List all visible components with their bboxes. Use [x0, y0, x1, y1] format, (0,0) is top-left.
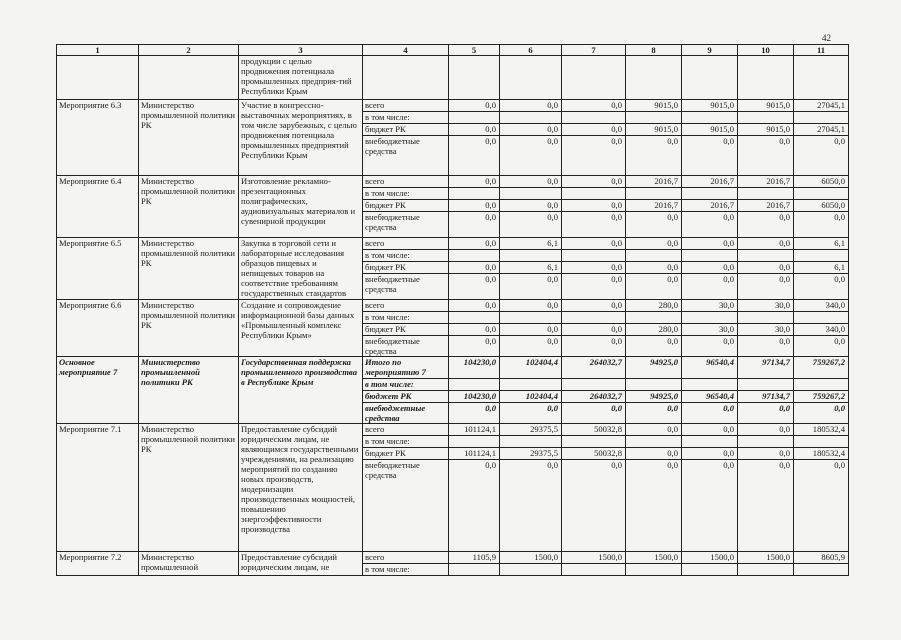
value-cell: 0,0 [682, 238, 738, 250]
col-header: 5 [449, 45, 500, 56]
value-cell: 0,0 [449, 274, 500, 300]
value-cell: 27045,1 [794, 124, 849, 136]
measure-org: Министерство промышленной политики РК [139, 238, 239, 300]
col-header: 4 [363, 45, 449, 56]
label-incl: в том числе: [363, 436, 449, 448]
measure-org: Министерство промышленной политики РК [139, 100, 239, 176]
value-cell: 0,0 [500, 176, 562, 188]
value-cell: 101124,1 [449, 424, 500, 436]
value-cell: 0,0 [682, 274, 738, 300]
value-cell: 340,0 [794, 300, 849, 312]
value-cell: 0,0 [562, 176, 626, 188]
value-cell: 8605,9 [794, 552, 849, 564]
label-total: всего [363, 552, 449, 564]
measure-description: Предоставление субсидий юридическим лицам, не являющимся государственными учреждениями, на реализацию мероприятий по созданию новых производств, модернизации производственных мощностей, повышению энергоэффективности производства [239, 424, 363, 552]
label-budget: бюджет РК [363, 391, 449, 403]
label-extra: внебюджетные средства [363, 136, 449, 176]
value-cell: 6050,0 [794, 200, 849, 212]
value-cell: 0,0 [449, 460, 500, 552]
measure-row-total [57, 552, 849, 564]
value-cell: 30,0 [738, 300, 794, 312]
value-cell: 280,0 [626, 324, 682, 336]
value-cell: 0,0 [562, 136, 626, 176]
value-cell: 0,0 [738, 136, 794, 176]
value-cell: 0,0 [682, 336, 738, 357]
value-cell: 0,0 [626, 262, 682, 274]
value-cell: 0,0 [794, 403, 849, 424]
value-cell: 0,0 [738, 238, 794, 250]
label-budget: бюджет РК [363, 448, 449, 460]
value-cell: 0,0 [738, 460, 794, 552]
value-cell: 0,0 [626, 403, 682, 424]
main-measure-row-total [57, 357, 849, 379]
measure-org: Министерство промышленной политики РК [139, 357, 239, 424]
value-cell: 0,0 [682, 448, 738, 460]
value-cell: 104230,0 [449, 391, 500, 403]
label-total: всего [363, 300, 449, 312]
value-cell: 2016,7 [738, 200, 794, 212]
value-cell: 0,0 [794, 336, 849, 357]
value-cell: 0,0 [626, 238, 682, 250]
value-cell: 0,0 [682, 262, 738, 274]
label-incl: в том числе: [363, 379, 449, 391]
value-cell: 0,0 [626, 424, 682, 436]
value-cell: 6050,0 [794, 176, 849, 188]
measure-name: Мероприятие 6.4 [57, 176, 139, 238]
value-cell: 0,0 [682, 403, 738, 424]
header-row [57, 45, 849, 56]
continuation-row [57, 56, 849, 100]
value-cell: 0,0 [449, 100, 500, 112]
value-cell: 0,0 [449, 262, 500, 274]
value-cell: 0,0 [449, 324, 500, 336]
value-cell: 0,0 [449, 336, 500, 357]
measure-name: Основное мероприятие 7 [57, 357, 139, 424]
value-cell: 0,0 [626, 136, 682, 176]
page-number: 42 [822, 33, 831, 43]
value-cell: 0,0 [500, 403, 562, 424]
value-cell: 0,0 [500, 136, 562, 176]
label-extra: внебюджетные средства [363, 274, 449, 300]
value-cell: 0,0 [449, 200, 500, 212]
value-cell: 0,0 [794, 136, 849, 176]
value-cell: 1500,0 [500, 552, 562, 564]
value-cell: 0,0 [682, 424, 738, 436]
value-cell: 9015,0 [626, 100, 682, 112]
value-cell: 0,0 [449, 403, 500, 424]
col-header: 7 [562, 45, 626, 56]
value-cell: 0,0 [626, 460, 682, 552]
value-cell: 30,0 [738, 324, 794, 336]
label-incl: в том числе: [363, 112, 449, 124]
col-header: 1 [57, 45, 139, 56]
value-cell: 0,0 [500, 274, 562, 300]
value-cell: 0,0 [794, 460, 849, 552]
value-cell: 0,0 [562, 336, 626, 357]
value-cell: 0,0 [626, 336, 682, 357]
value-cell: 29375,5 [500, 424, 562, 436]
measure-name: Мероприятие 6.5 [57, 238, 139, 300]
value-cell: 0,0 [562, 100, 626, 112]
value-cell: 0,0 [738, 403, 794, 424]
value-cell: 180532,4 [794, 424, 849, 436]
value-cell: 0,0 [794, 212, 849, 238]
measure-row-total [57, 176, 849, 188]
label-incl: в том числе: [363, 312, 449, 324]
measure-org: Министерство промышленной [139, 552, 239, 576]
value-cell: 2016,7 [738, 176, 794, 188]
value-cell: 264032,7 [562, 391, 626, 403]
value-cell: 0,0 [626, 274, 682, 300]
measure-description: Предоставление субсидий юридическим лицам, не [239, 552, 363, 576]
value-cell: 9015,0 [626, 124, 682, 136]
value-cell: 102404,4 [500, 357, 562, 379]
value-cell: 0,0 [738, 212, 794, 238]
value-cell: 96540,4 [682, 391, 738, 403]
col-header: 6 [500, 45, 562, 56]
value-cell: 0,0 [738, 336, 794, 357]
value-cell: 94925,0 [626, 357, 682, 379]
value-cell: 0,0 [626, 448, 682, 460]
value-cell: 1500,0 [682, 552, 738, 564]
label-extra: внебюджетные средства [363, 460, 449, 552]
value-cell: 6,1 [500, 238, 562, 250]
value-cell: 1500,0 [562, 552, 626, 564]
measure-description: продукции с целью продвижения потенциала промышленных предприя-тий Республики Крым [239, 56, 363, 100]
label-total: Итого по мероприятию 7 [363, 357, 449, 379]
value-cell: 29375,5 [500, 448, 562, 460]
label-extra: внебюджетные средства [363, 336, 449, 357]
program-table [56, 44, 849, 576]
label-incl: в том числе: [363, 250, 449, 262]
col-header: 3 [239, 45, 363, 56]
label-budget: бюджет РК [363, 262, 449, 274]
value-cell: 0,0 [500, 212, 562, 238]
value-cell: 0,0 [449, 124, 500, 136]
value-cell: 0,0 [562, 460, 626, 552]
value-cell: 96540,4 [682, 357, 738, 379]
value-cell: 0,0 [682, 136, 738, 176]
value-cell: 97134,7 [738, 357, 794, 379]
value-cell: 0,0 [562, 238, 626, 250]
measure-name: Мероприятие 7.1 [57, 424, 139, 552]
value-cell: 2016,7 [626, 200, 682, 212]
value-cell: 6,1 [794, 238, 849, 250]
value-cell: 340,0 [794, 324, 849, 336]
value-cell: 0,0 [794, 274, 849, 300]
measure-name: Мероприятие 7.2 [57, 552, 139, 576]
label-total: всего [363, 238, 449, 250]
value-cell: 6,1 [794, 262, 849, 274]
value-cell: 27045,1 [794, 100, 849, 112]
value-cell: 0,0 [562, 262, 626, 274]
value-cell: 0,0 [500, 124, 562, 136]
col-header: 11 [794, 45, 849, 56]
value-cell: 102404,4 [500, 391, 562, 403]
value-cell: 0,0 [682, 212, 738, 238]
value-cell: 0,0 [738, 424, 794, 436]
value-cell: 0,0 [738, 274, 794, 300]
value-cell: 264032,7 [562, 357, 626, 379]
label-budget: бюджет РК [363, 200, 449, 212]
value-cell: 0,0 [449, 238, 500, 250]
value-cell: 94925,0 [626, 391, 682, 403]
value-cell: 0,0 [562, 300, 626, 312]
value-cell: 0,0 [626, 212, 682, 238]
value-cell: 0,0 [500, 200, 562, 212]
label-extra: внебюджетные средства [363, 212, 449, 238]
value-cell: 1105,9 [449, 552, 500, 564]
measure-description: Государственная поддержка промышленного производства в Республике Крым [239, 357, 363, 424]
value-cell: 0,0 [449, 300, 500, 312]
value-cell: 0,0 [562, 200, 626, 212]
value-cell: 9015,0 [682, 124, 738, 136]
measure-row-total [57, 238, 849, 250]
label-total: всего [363, 424, 449, 436]
label-budget: бюджет РК [363, 324, 449, 336]
value-cell: 104230,0 [449, 357, 500, 379]
value-cell: 180532,4 [794, 448, 849, 460]
col-header: 2 [139, 45, 239, 56]
value-cell: 759267,2 [794, 391, 849, 403]
measure-description: Создание и сопровождение информационной базы данных «Промышленный комплекс Республики Крым» [239, 300, 363, 357]
measure-org: Министерство промышленной политики РК [139, 300, 239, 357]
value-cell: 2016,7 [626, 176, 682, 188]
value-cell: 50032,8 [562, 424, 626, 436]
value-cell: 0,0 [738, 448, 794, 460]
value-cell: 0,0 [562, 274, 626, 300]
value-cell: 0,0 [500, 100, 562, 112]
value-cell: 0,0 [500, 324, 562, 336]
value-cell: 50032,8 [562, 448, 626, 460]
value-cell: 30,0 [682, 324, 738, 336]
label-total: всего [363, 176, 449, 188]
value-cell: 1500,0 [738, 552, 794, 564]
value-cell: 2016,7 [682, 200, 738, 212]
label-extra: внебюджетные средства [363, 403, 449, 424]
value-cell: 9015,0 [682, 100, 738, 112]
value-cell: 0,0 [738, 262, 794, 274]
measure-description: Закупка в торговой сети и лабораторные исследования образцов пищевых и непищевых товаров на соответствие требованиям государственных стандартов [239, 238, 363, 300]
value-cell: 101124,1 [449, 448, 500, 460]
value-cell: 9015,0 [738, 100, 794, 112]
measure-row-total [57, 100, 849, 112]
value-cell: 6,1 [500, 262, 562, 274]
measure-org: Министерство промышленной политики РК [139, 176, 239, 238]
measure-row-total [57, 300, 849, 312]
value-cell: 9015,0 [738, 124, 794, 136]
value-cell: 97134,7 [738, 391, 794, 403]
measure-description: Изготовление рекламно-презентационных полиграфических, аудиовизуальных материалов и сувенирной продукции [239, 176, 363, 238]
value-cell: 30,0 [682, 300, 738, 312]
value-cell: 0,0 [449, 176, 500, 188]
label-total: всего [363, 100, 449, 112]
value-cell: 0,0 [449, 212, 500, 238]
value-cell: 1500,0 [626, 552, 682, 564]
value-cell: 0,0 [562, 124, 626, 136]
value-cell: 0,0 [500, 460, 562, 552]
measure-name: Мероприятие 6.3 [57, 100, 139, 176]
label-budget: бюджет РК [363, 124, 449, 136]
measure-row-total [57, 424, 849, 436]
value-cell: 2016,7 [682, 176, 738, 188]
label-incl: в том числе: [363, 188, 449, 200]
value-cell: 0,0 [562, 324, 626, 336]
value-cell: 280,0 [626, 300, 682, 312]
value-cell: 0,0 [500, 300, 562, 312]
value-cell: 759267,2 [794, 357, 849, 379]
col-header: 8 [626, 45, 682, 56]
col-header: 10 [738, 45, 794, 56]
value-cell: 0,0 [449, 136, 500, 176]
measure-description: Участие в конгрессно-выставочных мероприятиях, в том числе зарубежных, с целью продвижения потенциала промышленных предприятий Республики Крым [239, 100, 363, 176]
value-cell: 0,0 [500, 336, 562, 357]
value-cell: 0,0 [682, 460, 738, 552]
label-incl: в том числе: [363, 564, 449, 576]
col-header: 9 [682, 45, 738, 56]
measure-name: Мероприятие 6.6 [57, 300, 139, 357]
measure-org: Министерство промышленной политики РК [139, 424, 239, 552]
value-cell: 0,0 [562, 212, 626, 238]
value-cell: 0,0 [562, 403, 626, 424]
